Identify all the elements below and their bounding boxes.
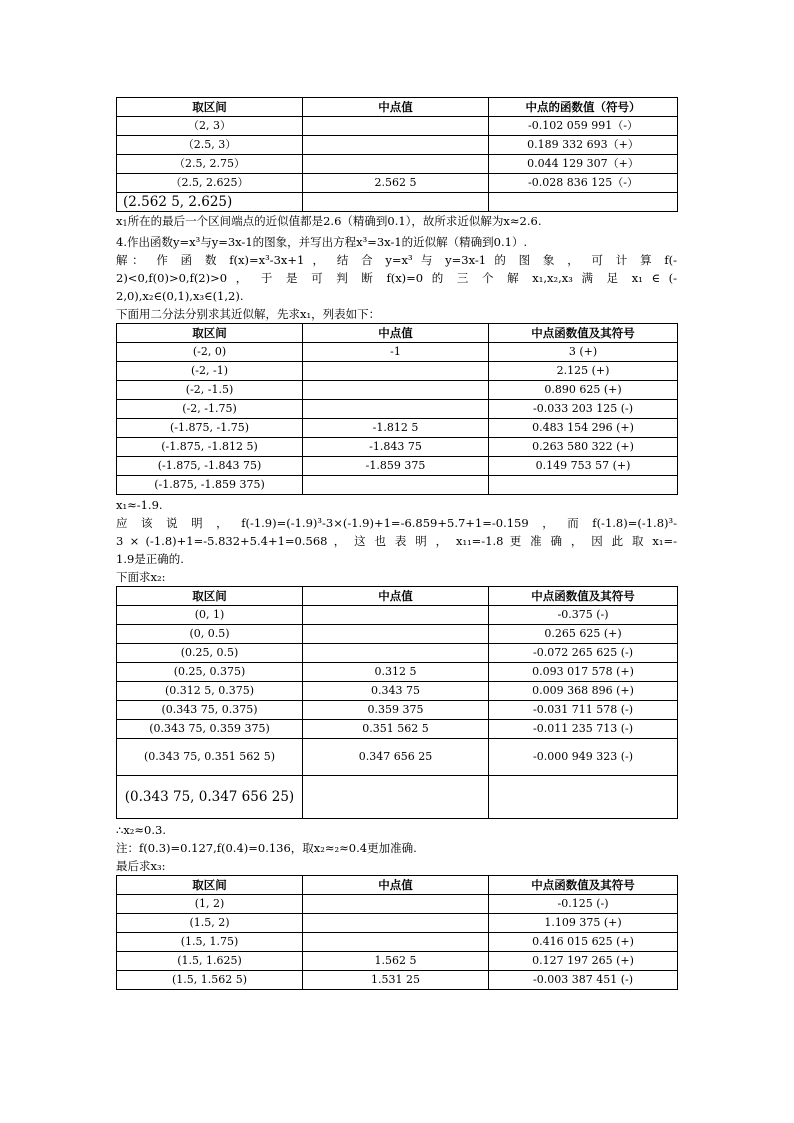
table-row <box>117 701 678 720</box>
table-row <box>117 438 678 457</box>
table-row <box>117 400 678 419</box>
cell-midpoint: 2.562 5 <box>303 174 489 193</box>
table-row <box>117 606 678 625</box>
cell-interval: （2.5, 2.625） <box>117 174 303 193</box>
header-interval: 取区间 <box>117 876 303 895</box>
table-header-row <box>117 98 678 117</box>
cell-interval: (0.343 75, 0.359 375) <box>117 720 303 739</box>
cell-interval: (0.25, 0.375) <box>117 663 303 682</box>
table-row <box>117 419 678 438</box>
table-row <box>117 343 678 362</box>
cell-midpoint: 0.351 562 5 <box>303 720 489 739</box>
table-row <box>117 476 678 495</box>
header-function-value: 中点的函数值（符号） <box>489 98 678 117</box>
cell-midpoint <box>303 362 489 381</box>
bisection-intro: 下面用二分法分别求其近似解，先求x₁，列表如下： <box>116 307 381 321</box>
table-row <box>117 457 678 476</box>
explain-line: 3 × (-1.8)+1=-5.832+5.4+1=0.568 ， 这 也 表 明 ， x₁₁=-1.8 更 准 确 ， 因 此 取 x₁=- <box>116 534 677 548</box>
cell-midpoint: -1.859 375 <box>303 457 489 476</box>
table-row <box>117 155 678 174</box>
header-function-value: 中点函数值及其符号 <box>489 587 678 606</box>
cell-value: 0.044 129 307（+） <box>489 155 678 174</box>
cell-midpoint <box>303 155 489 174</box>
table-row <box>117 895 678 914</box>
cell-value: -0.102 059 991（-） <box>489 117 678 136</box>
header-interval: 取区间 <box>117 324 303 343</box>
cell-midpoint <box>303 644 489 663</box>
cell-interval: (0.343 75, 0.375) <box>117 701 303 720</box>
table-row <box>117 682 678 701</box>
header-midpoint: 中点值 <box>303 876 489 895</box>
table-bisection-x2 <box>116 586 678 819</box>
cell-interval: (-2, -1.75) <box>117 400 303 419</box>
cell-value: -0.072 265 625 (-) <box>489 644 678 663</box>
cell-midpoint: -1 <box>303 343 489 362</box>
table-row <box>117 362 678 381</box>
cell-value: 0.483 154 296 (+) <box>489 419 678 438</box>
cell-value: 0.890 625 (+) <box>489 381 678 400</box>
cell-value: -0.031 711 578 (-) <box>489 701 678 720</box>
table-bisection-x1 <box>116 323 678 495</box>
conclusion-x1: x1所在的最后一个区间端点的近似值都是2.6（精确到0.1），故所求近似解为x≈2.6. <box>116 214 542 228</box>
cell-interval: (1.5, 1.562 5) <box>117 971 303 990</box>
next-x2-heading: 下面求x₂: <box>116 570 166 584</box>
cell-value: 0.189 332 693（+） <box>489 136 678 155</box>
cell-value: 0.149 753 57 (+) <box>489 457 678 476</box>
cell-value: 0.009 368 896 (+) <box>489 682 678 701</box>
solution-line: 2,0),x₂∈(0,1),x₃∈(1,2). <box>116 289 244 303</box>
cell-interval: (-1.875, -1.812 5) <box>117 438 303 457</box>
cell-midpoint <box>303 117 489 136</box>
header-function-value: 中点函数值及其符号 <box>489 324 678 343</box>
table-row <box>117 739 678 776</box>
cell-interval: (0.343 75, 0.347 656 25) <box>117 776 303 819</box>
cell-value: 0.416 015 625 (+) <box>489 933 678 952</box>
document-page <box>116 97 677 990</box>
cell-value: -0.003 387 451 (-) <box>489 971 678 990</box>
table-row <box>117 720 678 739</box>
cell-midpoint: 0.343 75 <box>303 682 489 701</box>
cell-midpoint <box>303 136 489 155</box>
header-midpoint: 中点值 <box>303 324 489 343</box>
cell-midpoint: 1.531 25 <box>303 971 489 990</box>
table-row <box>117 663 678 682</box>
cell-value: 3 (+) <box>489 343 678 362</box>
cell-midpoint: 0.347 656 25 <box>303 739 489 776</box>
table-row <box>117 193 678 212</box>
cell-interval: (-2, -1) <box>117 362 303 381</box>
cell-value <box>489 193 678 212</box>
cell-interval: (0.25, 0.5) <box>117 644 303 663</box>
explain-line: 1.9是正确的. <box>116 552 184 566</box>
cell-value: -0.375 (-) <box>489 606 678 625</box>
cell-midpoint <box>303 895 489 914</box>
cell-value: 0.127 197 265 (+) <box>489 952 678 971</box>
cell-value: 0.263 580 322 (+) <box>489 438 678 457</box>
cell-interval: (-1.875, -1.843 75) <box>117 457 303 476</box>
cell-value: -0.011 235 713 (-) <box>489 720 678 739</box>
explain-line: 应该说明，f(-1.9)=(-1.9)³-3×(-1.9)+1=-6.859+5.7+1=-0.159，而f(-1.8)=(-1.8)³- <box>116 516 677 530</box>
cell-midpoint <box>303 914 489 933</box>
cell-value: -0.125 (-) <box>489 895 678 914</box>
cell-interval: （2, 3） <box>117 117 303 136</box>
cell-interval: (1.5, 1.625) <box>117 952 303 971</box>
cell-interval: （2.5, 2.75） <box>117 155 303 174</box>
cell-midpoint: -1.843 75 <box>303 438 489 457</box>
cell-interval: (2.562 5, 2.625) <box>117 193 303 212</box>
table-header-row <box>117 587 678 606</box>
cell-interval: (-2, 0) <box>117 343 303 362</box>
cell-midpoint: -1.812 5 <box>303 419 489 438</box>
cell-midpoint <box>303 933 489 952</box>
x2-result: ∴x₂≈0.3. <box>116 823 166 837</box>
cell-value: -0.033 203 125 (-) <box>489 400 678 419</box>
solution-line: 2)<0,f(0)>0,f(2)>0 ， 于 是 可 判 断 f(x)=0 的 三 个 解 x₁,x₂,x₃ 满 足 x₁ ∈ (- <box>116 271 677 285</box>
header-interval: 取区间 <box>117 98 303 117</box>
cell-value <box>489 776 678 819</box>
cell-value <box>489 476 678 495</box>
solution-line: 解： 作 函 数 f(x)=x³-3x+1 ， 结 合 y=x³ 与 y=3x-1 的 图 象 ， 可 计 算 f(- <box>116 253 677 267</box>
table-row <box>117 914 678 933</box>
cell-interval: (1.5, 1.75) <box>117 933 303 952</box>
cell-midpoint <box>303 193 489 212</box>
note-x2: 注：f(0.3)=0.127,f(0.4)=0.136，取x₂≈₂≈0.4更加准确. <box>116 841 417 855</box>
cell-midpoint <box>303 400 489 419</box>
cell-interval: (-2, -1.5) <box>117 381 303 400</box>
cell-midpoint <box>303 476 489 495</box>
table-header-row <box>117 876 678 895</box>
cell-interval: (-1.875, -1.75) <box>117 419 303 438</box>
cell-midpoint: 1.562 5 <box>303 952 489 971</box>
cell-midpoint: 0.312 5 <box>303 663 489 682</box>
cell-value: -0.000 949 323 (-) <box>489 739 678 776</box>
header-function-value: 中点函数值及其符号 <box>489 876 678 895</box>
table-row <box>117 776 678 819</box>
cell-value: 0.093 017 578 (+) <box>489 663 678 682</box>
x1-result: x₁≈-1.9. <box>116 498 163 512</box>
cell-interval: (0, 1) <box>117 606 303 625</box>
table-row <box>117 117 678 136</box>
next-x3-heading: 最后求x₃: <box>116 859 166 873</box>
cell-interval: (1.5, 2) <box>117 914 303 933</box>
cell-interval: (0.343 75, 0.351 562 5) <box>117 739 303 776</box>
cell-interval: (1, 2) <box>117 895 303 914</box>
cell-midpoint <box>303 776 489 819</box>
table-row <box>117 381 678 400</box>
cell-value: 0.265 625 (+) <box>489 625 678 644</box>
cell-midpoint <box>303 381 489 400</box>
table-row <box>117 174 678 193</box>
table-row <box>117 136 678 155</box>
cell-value: 2.125 (+) <box>489 362 678 381</box>
table-row <box>117 933 678 952</box>
table-header-row <box>117 324 678 343</box>
cell-interval: (0.312 5, 0.375) <box>117 682 303 701</box>
table-row <box>117 644 678 663</box>
table-bisection-x-2-6 <box>116 97 678 212</box>
cell-midpoint <box>303 606 489 625</box>
header-midpoint: 中点值 <box>303 98 489 117</box>
cell-midpoint <box>303 625 489 644</box>
problem-4-statement: 4.作出函数y=x³与y=3x-1的图象，并写出方程x³=3x-1的近似解（精确到0.1）. <box>116 235 528 249</box>
table-bisection-x3 <box>116 875 678 990</box>
header-midpoint: 中点值 <box>303 587 489 606</box>
table-row <box>117 625 678 644</box>
cell-interval: （2.5, 3） <box>117 136 303 155</box>
cell-interval: (0, 0.5) <box>117 625 303 644</box>
header-interval: 取区间 <box>117 587 303 606</box>
cell-midpoint: 0.359 375 <box>303 701 489 720</box>
table-row <box>117 952 678 971</box>
cell-interval: (-1.875, -1.859 375) <box>117 476 303 495</box>
cell-value: 1.109 375 (+) <box>489 914 678 933</box>
table-row <box>117 971 678 990</box>
cell-value: -0.028 836 125（-） <box>489 174 678 193</box>
